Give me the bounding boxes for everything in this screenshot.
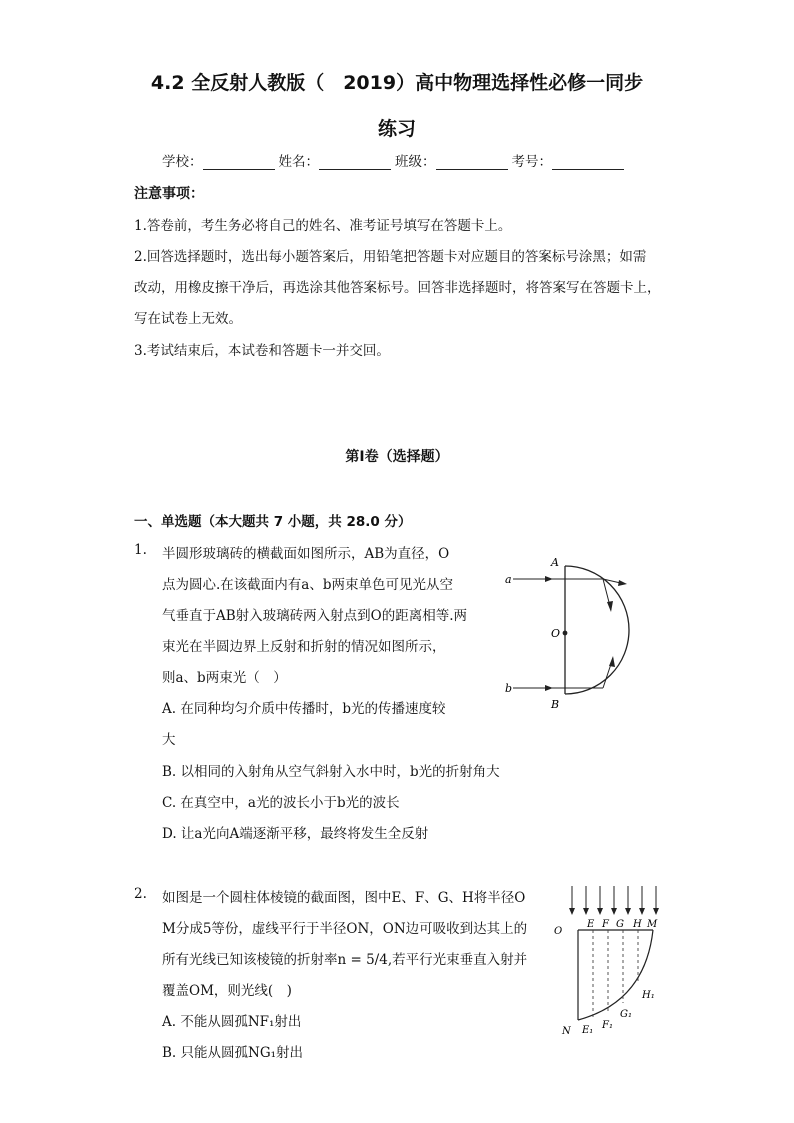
q2-fig-label-G: G <box>616 919 624 930</box>
q2-stem-line3: 所有光线已知该棱镜的折射率n = 5/4,若平行光束垂直入射并 <box>162 952 528 968</box>
section-title: 一、单选题（本大题共 7 小题，共 28.0 分） <box>134 514 412 530</box>
q2-fig-label-M: M <box>647 919 658 930</box>
q2-fig-label-N: N <box>562 1026 571 1037</box>
field-school-label: 学校： <box>162 154 203 170</box>
notice-heading: 注意事项： <box>134 186 204 202</box>
q2-fig-label-E: E <box>587 919 595 930</box>
q2-fig-label-E1: E₁ <box>582 1025 594 1036</box>
notice-item-3: 3.考试结束后，本试卷和答题卡一并交回。 <box>134 343 390 359</box>
q1-fig-label-O: O <box>551 627 561 640</box>
q2-fig-label-O: O <box>554 926 563 937</box>
doc-title-line1: 4.2 全反射人教版（ 2019）高中物理选择性必修一同步 <box>150 72 644 94</box>
q2-fig-label-G1: G₁ <box>620 1009 632 1020</box>
q1-stem-line5: 则a、b两束光（ ） <box>162 670 287 686</box>
q2-fig-label-H1: H₁ <box>642 990 655 1001</box>
field-class-blank[interactable] <box>436 155 508 170</box>
q2-figure-prism <box>550 882 670 1037</box>
q2-option-a[interactable]: A. 不能从圆孤NF₁射出 <box>162 1014 302 1030</box>
field-examno-blank[interactable] <box>552 155 624 170</box>
q2-stem-line1: 如图是一个圆柱体棱镜的截面图，图中E、F、G、H将半径O <box>162 890 526 906</box>
q1-stem-line3: 气垂直于AB射入玻璃砖两入射点到O的距离相等.两 <box>162 608 468 624</box>
notice-item-1: 1.答卷前，考生务必将自己的姓名、准考证号填写在答题卡上。 <box>134 218 512 234</box>
q1-figure-semicircle <box>495 552 645 717</box>
field-name-blank[interactable] <box>319 155 391 170</box>
q1-fig-label-B: B <box>551 698 560 711</box>
q1-number: 1. <box>134 542 147 558</box>
notice-item-2-line2: 改动，用橡皮擦干净后，再选涂其他答案标号。回答非选择题时，将答案写在答题卡上， <box>134 280 661 296</box>
q1-option-c[interactable]: C. 在真空中，a光的波长小于b光的波长 <box>162 795 400 811</box>
q2-number: 2. <box>134 886 147 902</box>
field-class-label: 班级： <box>395 154 436 170</box>
notice-item-2-line3: 写在试卷上无效。 <box>134 311 242 327</box>
q1-option-a-line2[interactable]: 大 <box>162 732 176 748</box>
q1-option-b[interactable]: B. 以相同的入射角从空气斜射入水中时，b光的折射角大 <box>162 764 500 780</box>
q2-stem-line4: 覆盖OM，则光线( ) <box>162 983 292 999</box>
q1-stem-line2: 点为圆心.在该截面内有a、b两束单色可见光从空 <box>162 577 453 593</box>
q1-stem-line4: 束光在半圆边界上反射和折射的情况如图所示， <box>162 639 446 655</box>
q2-option-b[interactable]: B. 只能从圆孤NG₁射出 <box>162 1045 304 1061</box>
q2-fig-label-F: F <box>602 919 609 930</box>
q1-option-a-line1[interactable]: A. 在同种均匀介质中传播时，b光的传播速度较 <box>162 701 446 717</box>
q2-stem-line2: M分成5等份，虚线平行于半径ON，ON边可吸收到达其上的 <box>162 921 528 937</box>
notice-item-2-line1: 2.回答选择题时，选出每小题答案后，用铅笔把答题卡对应题目的答案标号涂黑；如需 <box>134 249 647 265</box>
student-info-row <box>162 150 628 170</box>
q1-fig-label-a: a <box>505 573 512 586</box>
q1-fig-label-b: b <box>505 682 513 695</box>
q1-fig-label-A: A <box>551 556 559 569</box>
field-examno-label: 考号： <box>511 154 552 170</box>
q1-option-d[interactable]: D. 让a光向A端逐渐平移，最终将发生全反射 <box>162 826 429 842</box>
field-name-label: 姓名： <box>278 154 319 170</box>
q2-fig-label-H: H <box>633 919 642 930</box>
doc-title-line2: 练习 <box>377 118 416 140</box>
q2-fig-label-F1: F₁ <box>602 1020 613 1031</box>
volume-title: 第Ⅰ卷（选择题） <box>345 449 449 465</box>
field-school-blank[interactable] <box>203 155 275 170</box>
q1-stem-line1: 半圆形玻璃砖的横截面如图所示，AB为直径，O <box>162 546 450 562</box>
